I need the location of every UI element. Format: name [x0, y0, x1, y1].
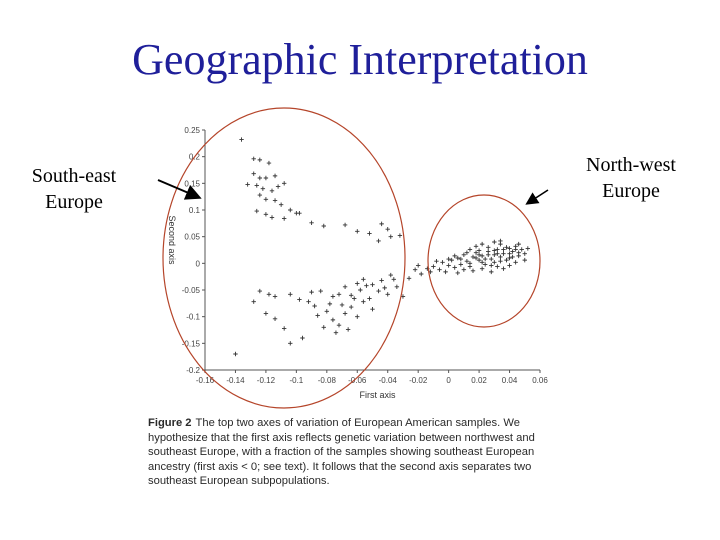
x-tick-label: -0.02	[409, 376, 428, 385]
y-tick-label: 0	[195, 259, 200, 269]
y-tick-label: 0.15	[184, 179, 200, 189]
y-tick-label: -0.1	[186, 312, 200, 322]
figure-caption-text: The top two axes of variation of European American samples. We hypothesize that the first axis reflects genetic variation between northwest and southeast Europe, with a fraction of the samples showing southeast European ancestry (first axis < 0; see text). It follows that the second axis separates two southeast European subpopulations.	[148, 417, 535, 488]
y-tick-label: 0.25	[184, 126, 200, 135]
x-tick-label: -0.12	[256, 376, 276, 385]
x-tick-label: 0.04	[501, 376, 518, 385]
slide-title: Geographic Interpretation	[132, 35, 588, 84]
figure-caption-label: Figure 2	[148, 417, 192, 429]
x-tick-label: 0.02	[471, 376, 487, 385]
x-tick-label: 0	[446, 376, 451, 385]
north-west-arrow	[528, 190, 548, 203]
north-west-europe-label-text: North-west Europe	[586, 154, 676, 202]
y-tick-label: 0.05	[184, 232, 200, 242]
y-axis-label: Second axis	[167, 215, 177, 265]
y-tick-label: -0.05	[181, 286, 200, 295]
south-east-arrow	[158, 180, 198, 197]
figure-caption	[148, 416, 566, 489]
x-tick-label: -0.04	[378, 376, 397, 385]
x-tick-label: 0.06	[532, 376, 548, 385]
y-tick-label: -0.2	[186, 366, 200, 375]
x-tick-label: -0.06	[348, 376, 367, 385]
y-tick-label: 0.2	[188, 152, 200, 162]
y-tick-label: 0.1	[188, 206, 200, 215]
x-axis-label: First axis	[359, 390, 396, 400]
y-tick-label: -0.15	[181, 339, 200, 349]
x-tick-label: -0.16	[195, 376, 215, 385]
x-tick-label: -0.14	[226, 376, 245, 385]
x-tick-label: -0.08	[317, 376, 336, 385]
x-tick-label: -0.1	[289, 376, 304, 385]
south-east-europe-label-text: South-east Europe	[31, 165, 117, 213]
